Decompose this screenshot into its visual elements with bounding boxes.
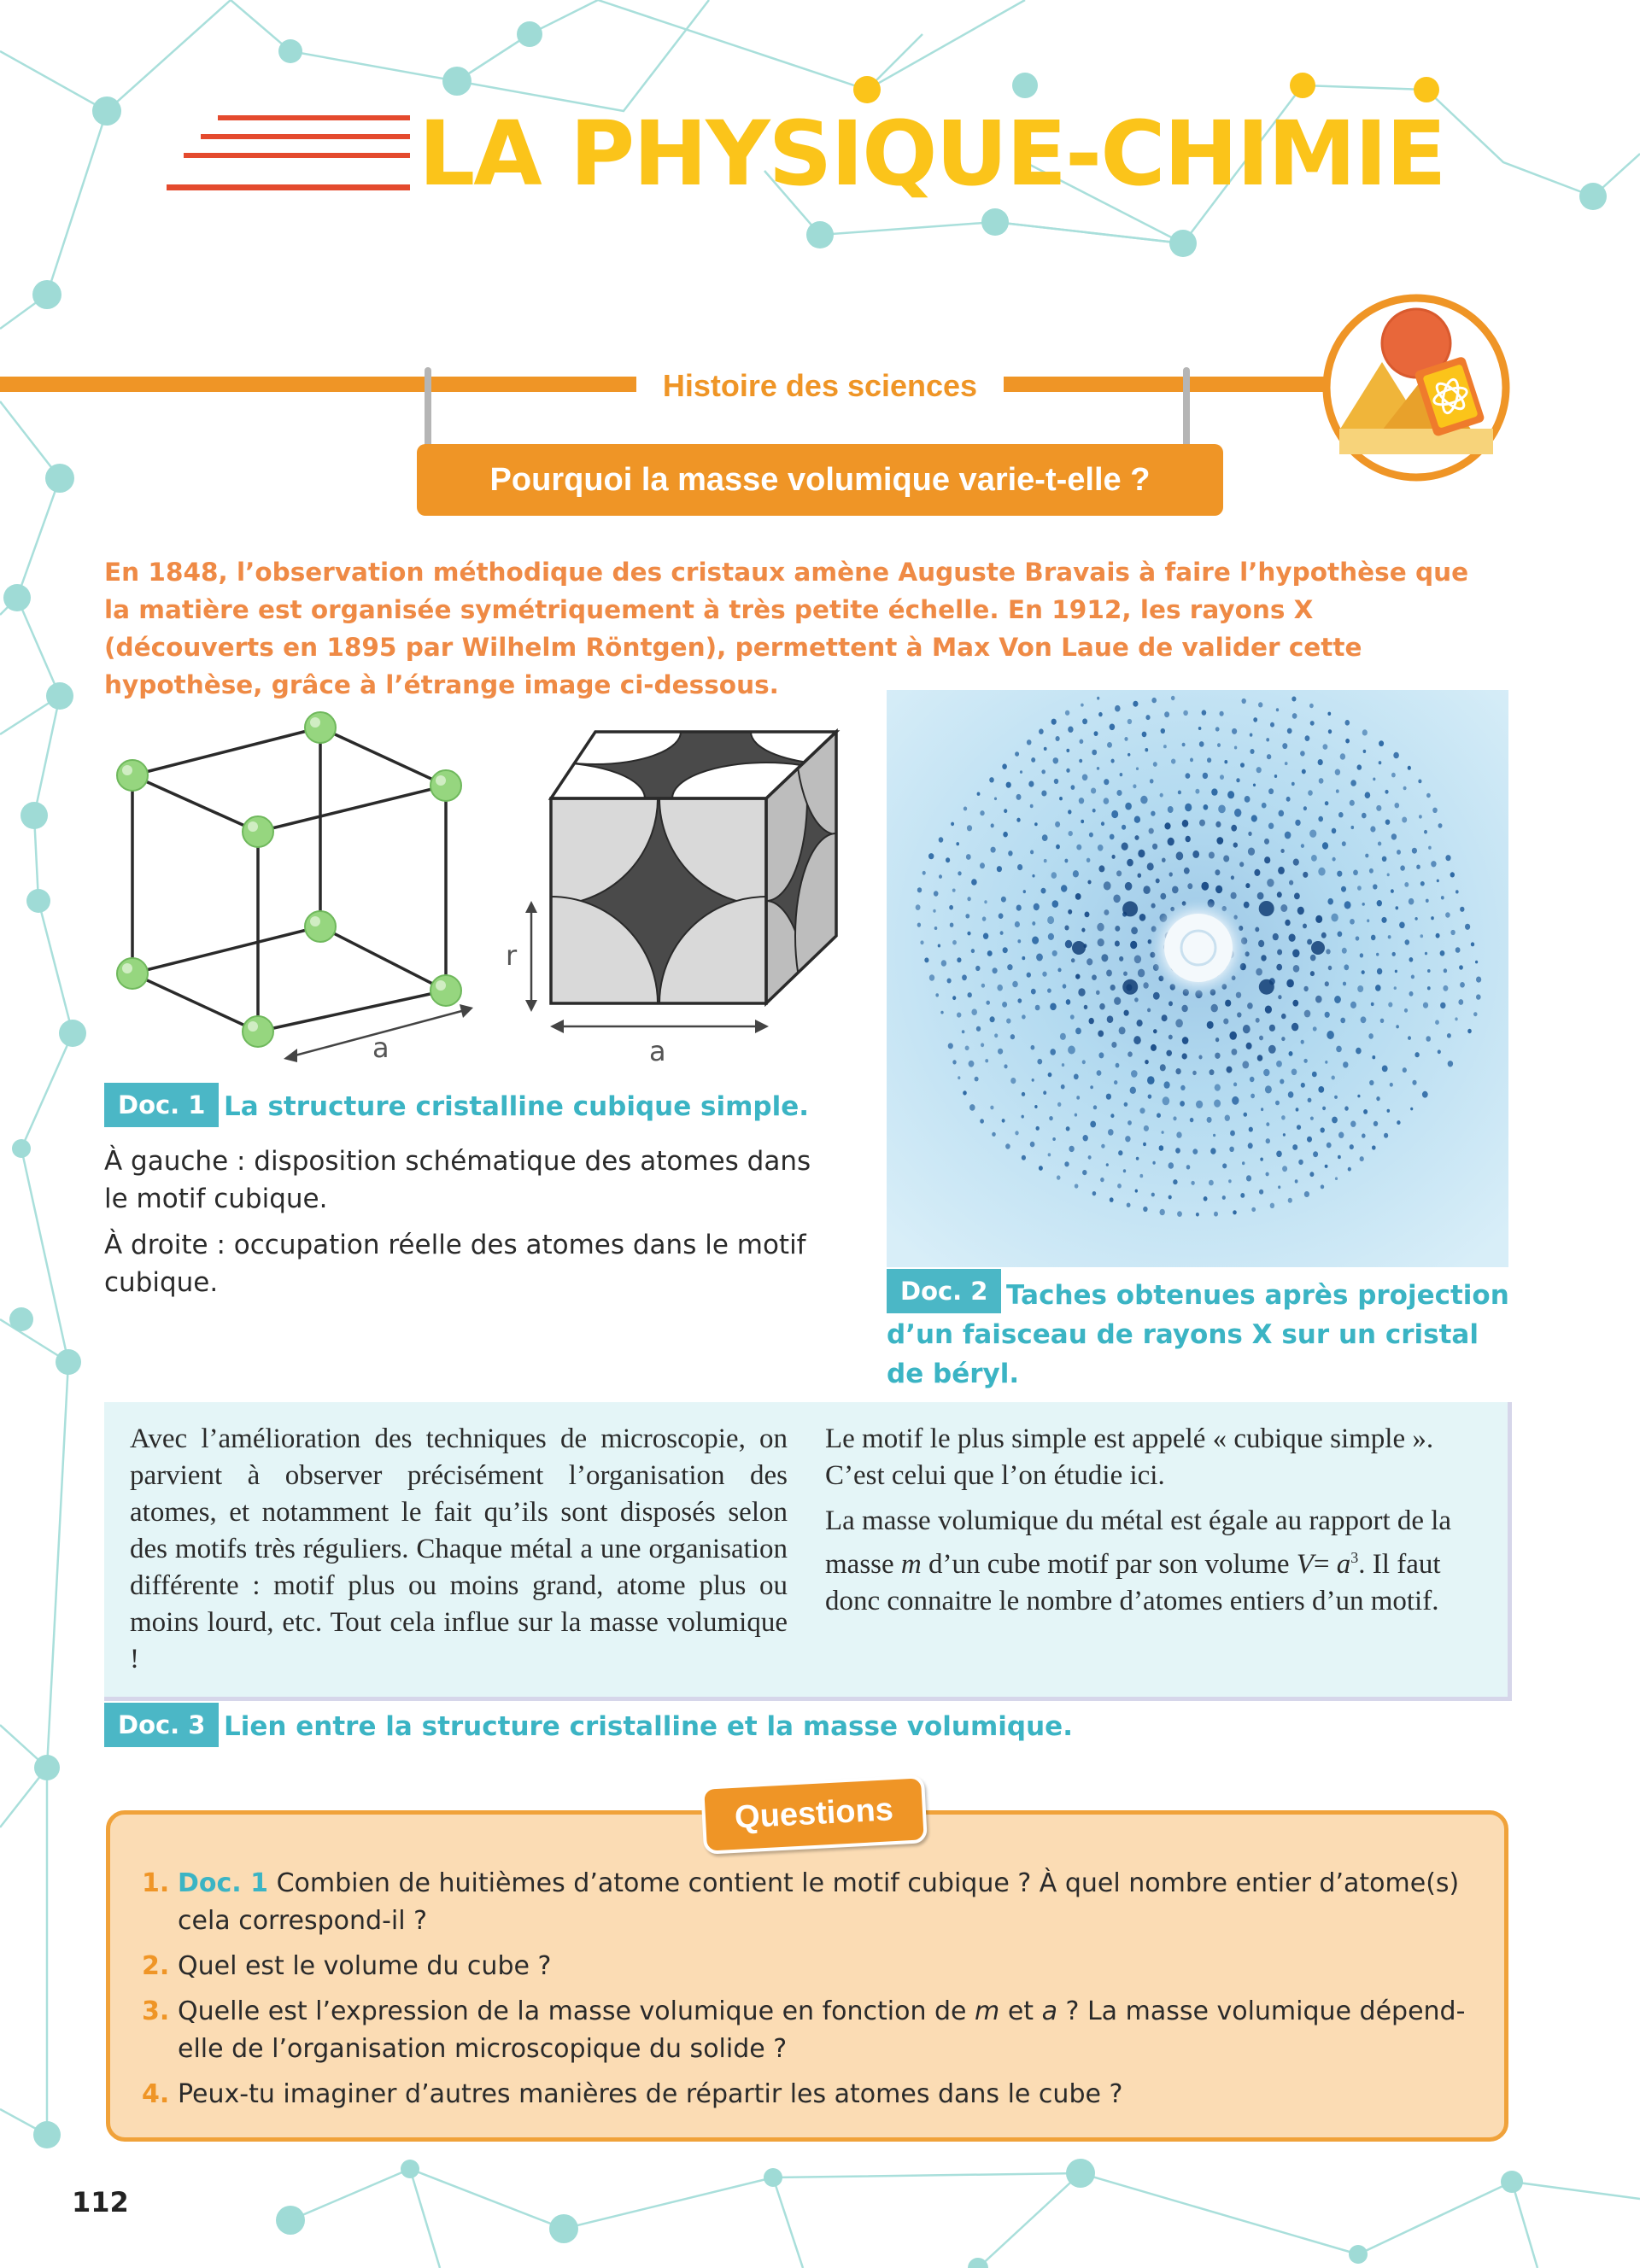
page-number: 112 (72, 2186, 129, 2218)
doc1-label-r: r (506, 939, 518, 972)
doc3-tag: Doc. 3 (104, 1703, 219, 1747)
doc3-right-paragraph-1: Le motif le plus simple est appelé « cubique simple ». C’est celui que l’on étudie ici. (825, 1423, 1434, 1491)
r-dimension-arrow (523, 901, 540, 1012)
question-item-2: 2. Quel est le volume du cube ? (142, 1951, 552, 1981)
doc3-caption: Lien entre la structure cristalline et la masse volumique. (224, 1711, 1073, 1742)
cubic-lattice-occupancy (538, 717, 846, 1042)
questions-list (142, 1865, 1474, 2121)
cubic-lattice-schematic (102, 700, 478, 1076)
doc1-tag: Doc. 1 (104, 1083, 219, 1127)
doc1-description-left: À gauche : disposition schématique des atomes dans le motif cubique. (104, 1146, 811, 1214)
history-science-badge-icon (1322, 294, 1510, 482)
page-title: LA PHYSIQUE-CHIMIE (419, 102, 1445, 206)
doc1-description-right: À droite : occupation réelle des atomes dans le motif cubique. (104, 1230, 806, 1298)
doc1-caption: La structure cristalline cubique simple. (224, 1091, 810, 1122)
doc3-left-column: Avec l’amélioration des techniques de microscopie, on parvient à observer précisément l’organisation des atomes, et notamment le fait qu’ils sont disposés selon des motifs très réguliers. Chaque métal a une organisation différente : motif plus ou moins grand, atome plus ou moins lourd, etc. Tout cela influe sur la masse volumique ! (130, 1423, 788, 1675)
doc1-label-a-left: a (372, 1032, 390, 1064)
questions-title: Questions (700, 1774, 928, 1855)
doc3-right-column (825, 1421, 1485, 1628)
question-1-doc-ref: Doc. 1 (178, 1868, 269, 1898)
xray-diffraction-image (887, 690, 1508, 1267)
doc3-right-paragraph-2: La masse volumique du métal est égale au rapport de la masse m d’un cube motif par son volume $V= a^3$. Il faut donc connaitre le nombre d’atomes entiers d’un motif. (825, 1505, 1452, 1616)
doc2-caption: Taches obtenues après projection d’un faisceau de rayons X sur un cristal de béryl. (887, 1280, 1509, 1389)
question-item-4: 4. Peux-tu imaginer d’autres manières de répartir les atomes dans le cube ? (142, 2079, 1123, 2109)
doc1-label-a-right: a (649, 1035, 666, 1067)
intro-paragraph: En 1848, l’observation méthodique des cristaux amène Auguste Bravais à faire l’hypothèse que la matière est organisée symétriquement à très petite échelle. En 1912, les rayons X (découverts en 1895 par Wilhelm Röntgen), permettent à Max Von Laue de valider cette hypothèse, grâce à l’étrange image ci-dessous. (104, 558, 1469, 699)
section-label: Histoire des sciences (662, 368, 978, 403)
question-item-3: 3. Quelle est l’expression de la masse volumique en fonction de m et a ? La masse volumique dépend-elle de l’organisation microscopique du solide ? (142, 1996, 1466, 2064)
doc2-tag: Doc. 2 (887, 1269, 1001, 1313)
question-item-1: 1. Doc. 1 Combien de huitièmes d’atome contient le motif cubique ? À quel nombre entier d’atome(s) cela correspond-il ? (142, 1868, 1460, 1936)
title-speed-lines (167, 111, 410, 196)
section-question-banner: Pourquoi la masse volumique varie-t-elle ? (417, 444, 1223, 516)
